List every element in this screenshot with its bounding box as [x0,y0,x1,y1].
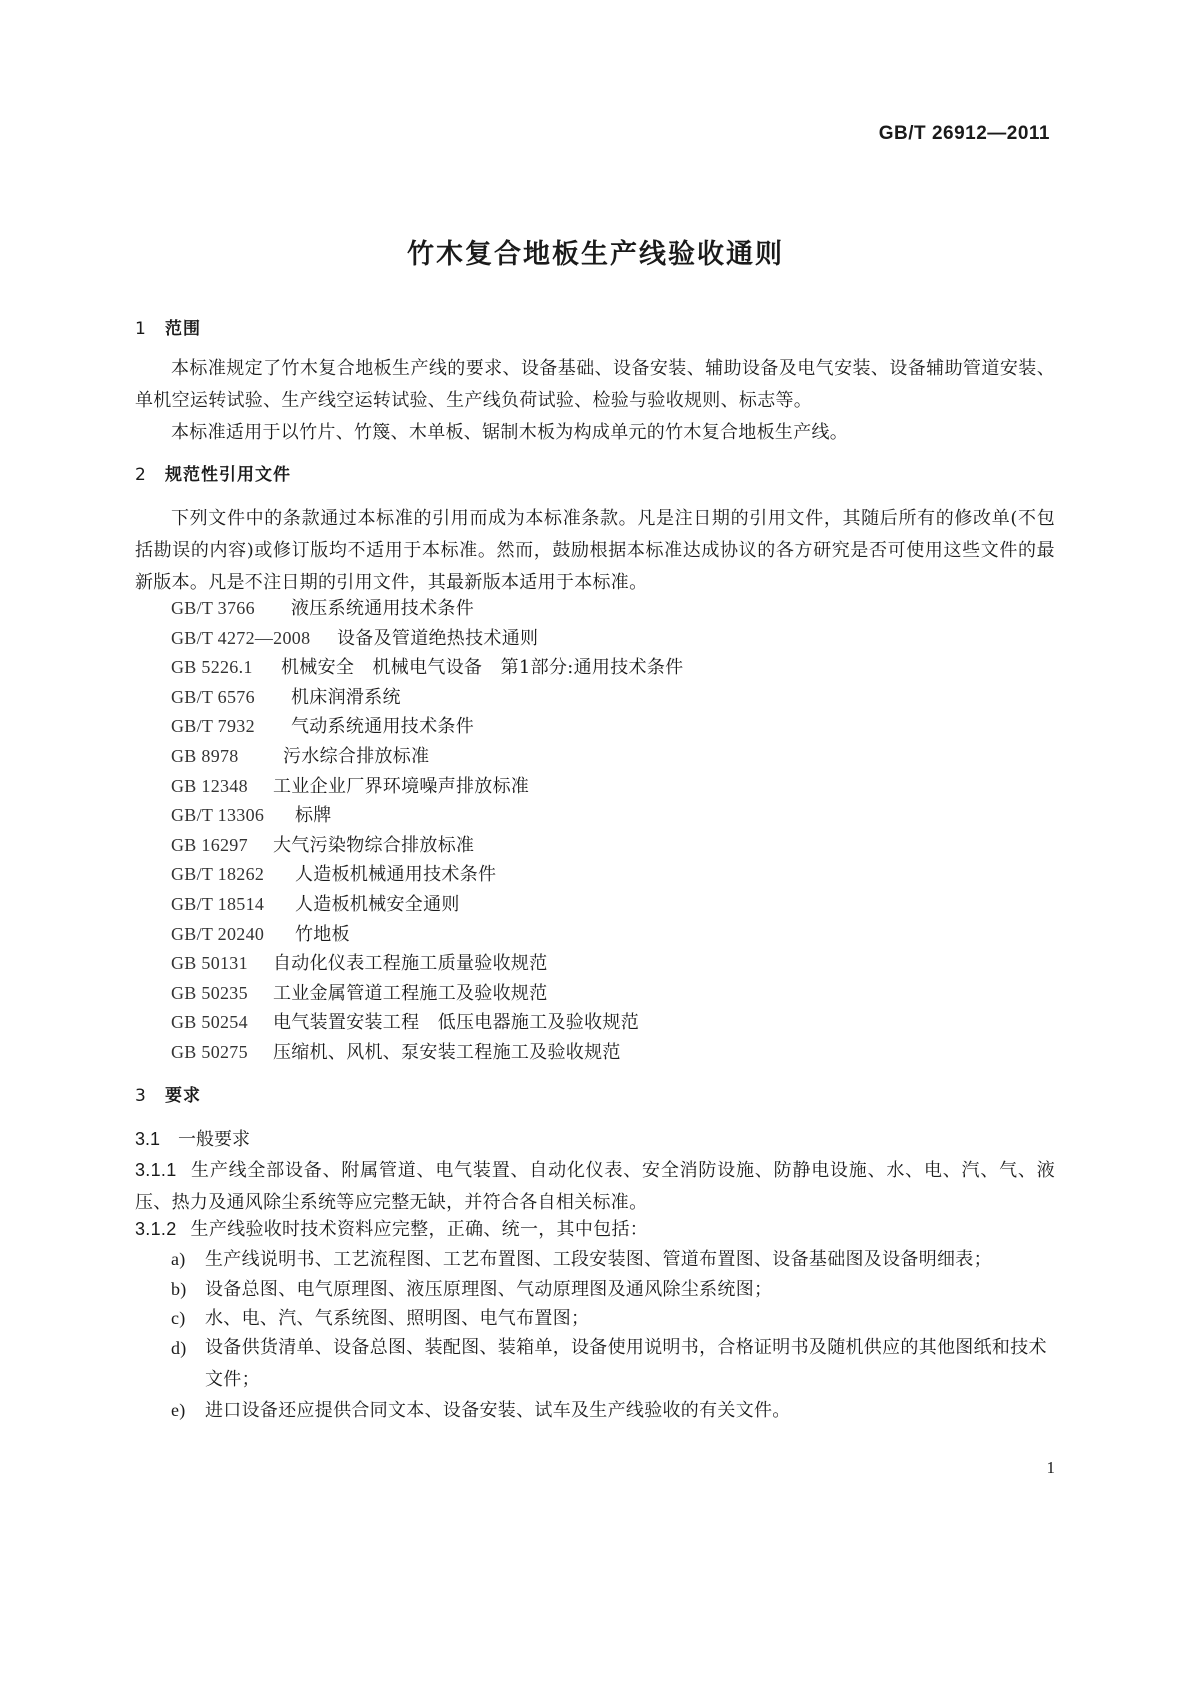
list-label: a) [171,1249,186,1269]
reference-code: GB 16297 [171,835,248,855]
reference-title: 机械安全 机械电气设备 第1部分:通用技术条件 [281,657,684,678]
normative-refs-intro: 下列文件中的条款通过本标准的引用而成为本标准条款。凡是注日期的引用文件，其随后所有的修改单(不包括勘误的内容)或修订版均不适用于本标准。然而，鼓励根据本标准达成协议的各方研究是否可使用这些文件的最新版本。凡是不注日期的引用文件，其最新版本适用于本标准。 [135,508,1055,593]
list-text: 进口设备还应提供合同文本、设备安装、试车及生产线验收的有关文件。 [205,1400,791,1421]
list-label: c) [171,1308,186,1328]
reference-code: GB/T 13306 [171,805,265,825]
clause-number: 3.1.2 [135,1219,177,1239]
section-3-heading [135,1080,201,1112]
clause-number: 3.1.1 [135,1160,177,1180]
clause-number: 3.1 [135,1129,161,1149]
reference-code: GB 50275 [171,1042,248,1062]
reference-code: GB/T 20240 [171,924,265,944]
list-item [171,1332,1055,1396]
subsection-title: 一般要求 [178,1129,251,1150]
reference-title: 标牌 [295,805,332,826]
reference-title: 工业企业厂界环境噪声排放标准 [273,776,530,797]
reference-code: GB 50235 [171,983,248,1003]
clause-3-1-2 [135,1213,1055,1246]
reference-title: 电气装置安装工程 低压电器施工及验收规范 [273,1012,639,1033]
reference-title: 气动系统通用技术条件 [291,716,474,737]
scope-paragraph-2: 本标准适用于以竹片、竹篾、木单板、锯制木板为构成单元的竹木复合地板生产线。 [171,422,849,443]
list-text: 生产线说明书、工艺流程图、工艺布置图、工段安装图、管道布置图、设备基础图及设备明细表； [205,1249,992,1270]
reference-item [171,1006,639,1039]
document-title: 竹木复合地板生产线验收通则 [407,239,784,270]
clause-text: 生产线验收时技术资料应完整，正确、统一，其中包括： [190,1219,649,1240]
reference-item [171,740,429,773]
page-number: 1 [1046,1458,1055,1477]
reference-code: GB 50254 [171,1012,248,1032]
clause-text: 生产线全部设备、附属管道、电气装置、自动化仪表、安全消防设施、防静电设施、水、电、汽、气、液压、热力及通风除尘系统等应完整无缺，并符合各自相关标准。 [135,1160,1055,1213]
reference-code: GB 5226.1 [171,657,253,677]
list-item [171,1302,1055,1335]
reference-title: 自动化仪表工程施工质量验收规范 [273,953,548,974]
clause-3-1-1 [135,1154,1055,1219]
section-1-heading [135,313,201,345]
scope-paragraph-1: 本标准规定了竹木复合地板生产线的要求、设备基础、设备安装、辅助设备及电气安装、设备辅助管道安装、单机空运转试验、生产线空运转试验、生产线负荷试验、检验与验收规则、标志等。 [135,358,1055,411]
reference-title: 液压系统通用技术条件 [291,598,474,619]
reference-title: 机床润滑系统 [291,687,401,708]
reference-code: GB 50131 [171,953,248,973]
reference-code: GB/T 18514 [171,894,265,914]
reference-code: GB/T 6576 [171,687,255,707]
list-label: e) [171,1400,186,1420]
reference-title: 压缩机、风机、泵安装工程施工及验收规范 [273,1042,621,1063]
reference-code: GB/T 7932 [171,716,255,736]
reference-item [171,651,683,684]
reference-item [171,1036,621,1069]
reference-code: GB/T 4272—2008 [171,628,311,648]
reference-code: GB/T 18262 [171,864,265,884]
section-number: 2 [135,465,147,485]
section-title: 要求 [165,1086,201,1106]
reference-item [171,799,332,832]
list-item [171,1394,1055,1427]
list-text: 设备供货清单、设备总图、装配图、装箱单，设备使用说明书，合格证明书及随机供应的其他图纸和技术文件； [205,1337,1047,1390]
reference-title: 人造板机械通用技术条件 [295,864,497,885]
standard-number: GB/T 26912—2011 [878,123,1050,144]
reference-item [171,888,460,921]
section-number: 3 [135,1086,147,1106]
reference-code: GB 12348 [171,776,248,796]
subsection-3-1-heading [135,1123,250,1156]
list-label: d) [171,1338,187,1358]
list-text: 设备总图、电气原理图、液压原理图、气动原理图及通风除尘系统图； [205,1279,773,1300]
list-text: 水、电、汽、气系统图、照明图、电气布置图； [205,1308,590,1329]
reference-title: 设备及管道绝热技术通则 [337,628,539,649]
reference-title: 污水综合排放标准 [283,746,430,767]
list-item [171,1243,1055,1276]
reference-item [171,710,474,743]
reference-title: 工业金属管道工程施工及验收规范 [273,983,548,1004]
list-label: b) [171,1279,187,1299]
reference-code: GB/T 3766 [171,598,255,618]
reference-item [171,592,474,625]
reference-item [171,947,548,980]
reference-code: GB 8978 [171,746,239,766]
reference-title: 大气污染物综合排放标准 [273,835,475,856]
reference-title: 人造板机械安全通则 [295,894,460,915]
section-title: 规范性引用文件 [165,465,291,485]
section-title: 范围 [165,319,201,339]
reference-title: 竹地板 [295,924,350,945]
reference-item [171,858,496,891]
section-2-heading [135,459,291,491]
section-number: 1 [135,319,147,339]
